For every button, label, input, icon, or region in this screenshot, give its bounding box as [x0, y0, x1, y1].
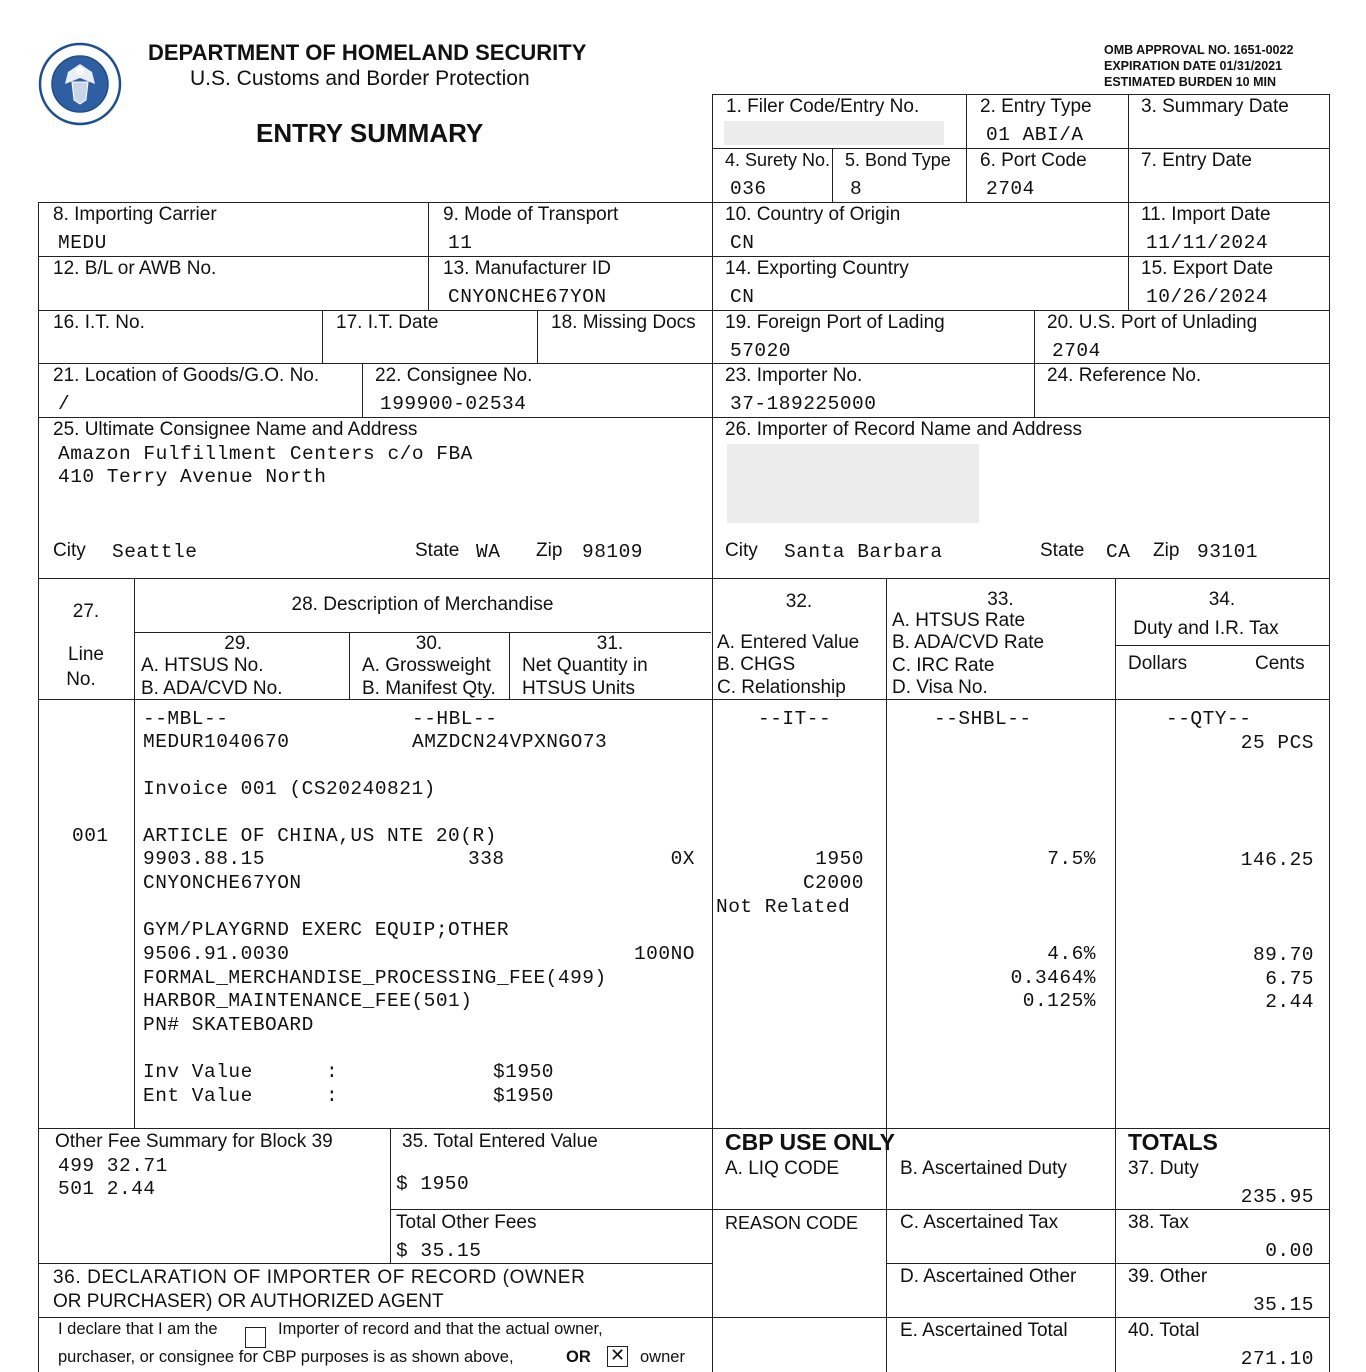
- inv-value-label: Inv Value :: [143, 1061, 339, 1083]
- col-29b: B. ADA/CVD No.: [141, 678, 283, 699]
- declaration-owner: owner: [640, 1348, 685, 1366]
- no-label: No.: [66, 669, 96, 690]
- importer-address-redacted: [727, 444, 979, 523]
- declaration-heading-1: 36. DECLARATION OF IMPORTER OF RECORD (OWNER: [53, 1267, 586, 1288]
- consignee-no-label: 22. Consignee No.: [375, 365, 533, 386]
- qty-value: 25 PCS: [1240, 732, 1314, 754]
- consignee-street: 410 Terry Avenue North: [58, 466, 327, 488]
- duty-4: 2.44: [1265, 991, 1314, 1013]
- manufacturer-id-value: CNYONCHE67YON: [448, 286, 607, 308]
- col-32a: A. Entered Value: [717, 632, 860, 653]
- fee-line-2: HARBOR_MAINTENANCE_FEE(501): [143, 990, 473, 1012]
- exporting-country-value: CN: [730, 286, 755, 308]
- omb-approval: OMB APPROVAL NO. 1651-0022: [1104, 43, 1294, 57]
- article-line: ARTICLE OF CHINA,US NTE 20(R): [143, 825, 497, 847]
- htsus-rate-2: 4.6%: [1047, 943, 1096, 965]
- reason-code-label: REASON CODE: [725, 1213, 859, 1233]
- surety-no-label: 4. Surety No.: [725, 150, 831, 170]
- mbl-label: --MBL--: [143, 708, 229, 730]
- agency-title: U.S. Customs and Border Protection: [190, 67, 530, 90]
- grand-total-value: 271.10: [1240, 1348, 1314, 1370]
- consignee-zip-label: Zip: [536, 540, 563, 561]
- cbp-use-only: CBP USE ONLY: [725, 1129, 895, 1155]
- col-33b: B. ADA/CVD Rate: [892, 632, 1045, 653]
- col-31a: Net Quantity in: [522, 655, 648, 676]
- import-date-label: 11. Import Date: [1141, 204, 1271, 225]
- grossweight-1: 338: [468, 848, 505, 870]
- importer-of-record-checkbox[interactable]: [245, 1327, 266, 1348]
- fee-rate-1: 0.3464%: [1010, 967, 1096, 989]
- consignee-name: Amazon Fulfillment Centers c/o FBA: [58, 443, 473, 465]
- other-total-label: 39. Other: [1128, 1266, 1208, 1287]
- importing-carrier-label: 8. Importing Carrier: [53, 204, 217, 225]
- entry-type-label: 2. Entry Type: [980, 96, 1092, 117]
- port-code-label: 6. Port Code: [980, 150, 1087, 171]
- country-of-origin-label: 10. Country of Origin: [725, 204, 901, 225]
- export-date-value: 10/26/2024: [1146, 286, 1269, 308]
- total-other-fees-label: Total Other Fees: [396, 1212, 537, 1233]
- consignee-zip: 98109: [582, 541, 644, 563]
- filer-code-redacted: [724, 121, 944, 145]
- mode-of-transport-value: 11: [448, 232, 473, 254]
- col-34a: Duty and I.R. Tax: [1133, 618, 1279, 639]
- col-29a: A. HTSUS No.: [141, 655, 264, 676]
- importing-carrier-value: MEDU: [58, 232, 107, 254]
- filer-code-label: 1. Filer Code/Entry No.: [726, 96, 920, 117]
- importer-state: CA: [1106, 541, 1131, 563]
- importer-city-label: City: [725, 540, 758, 561]
- entered-value: 1950: [815, 848, 864, 870]
- duty-total-label: 37. Duty: [1128, 1158, 1199, 1179]
- department-title: DEPARTMENT OF HOMELAND SECURITY: [148, 40, 587, 65]
- importer-zip-label: Zip: [1153, 540, 1180, 561]
- qty-label: --QTY--: [1166, 708, 1252, 730]
- grand-total-label: 40. Total: [1128, 1320, 1200, 1341]
- entry-type-value: 01 ABI/A: [986, 124, 1084, 146]
- col-33a: A. HTSUS Rate: [892, 610, 1026, 631]
- charges: C2000: [802, 872, 864, 894]
- invoice-line: Invoice 001 (CS20240821): [143, 778, 436, 800]
- declaration-text-2a: purchaser, or consignee for CBP purposes is as shown above,: [58, 1348, 514, 1366]
- hbl-value: AMZDCN24VPXNGO73: [412, 731, 608, 753]
- hbl-label: --HBL--: [412, 708, 498, 730]
- fee-summary-label: Other Fee Summary for Block 39: [55, 1131, 333, 1152]
- mbl-value: MEDUR1040670: [143, 731, 290, 753]
- importer-no-label: 23. Importer No.: [725, 365, 863, 386]
- liq-code-label: A. LIQ CODE: [725, 1158, 840, 1179]
- foreign-port-value: 57020: [730, 340, 792, 362]
- consignee-state: WA: [476, 541, 501, 563]
- hts-1: 9903.88.15: [143, 848, 266, 870]
- duty-2: 89.70: [1252, 944, 1314, 966]
- col-32b: B. CHGS: [717, 654, 796, 675]
- total-other-fees-value: $ 35.15: [396, 1240, 482, 1262]
- line-label: Line: [68, 644, 104, 665]
- other-total-value: 35.15: [1252, 1294, 1314, 1316]
- importer-no-value: 37-189225000: [730, 393, 877, 415]
- bl-awb-label: 12. B/L or AWB No.: [53, 258, 217, 279]
- ascertained-total-label: E. Ascertained Total: [900, 1320, 1068, 1341]
- col-31b: HTSUS Units: [522, 678, 635, 699]
- col-32c: C. Relationship: [717, 677, 846, 698]
- ascertained-other-label: D. Ascertained Other: [900, 1266, 1077, 1287]
- consignee-city: Seattle: [112, 541, 198, 563]
- owner-checkbox[interactable]: ✕: [607, 1346, 628, 1367]
- total-entered-value-label: 35. Total Entered Value: [402, 1131, 598, 1152]
- us-port-value: 2704: [1052, 340, 1101, 362]
- fee-summary-line-2: 501 2.44: [58, 1178, 156, 1200]
- declaration-text-1b: Importer of record and that the actual owner,: [278, 1320, 603, 1338]
- consignee-no-value: 199900-02534: [380, 393, 527, 415]
- part-number: PN# SKATEBOARD: [143, 1014, 314, 1036]
- importer-zip: 93101: [1197, 541, 1259, 563]
- totals-heading: TOTALS: [1128, 1129, 1218, 1155]
- mode-of-transport-label: 9. Mode of Transport: [443, 204, 619, 225]
- consignee-city-label: City: [53, 540, 86, 561]
- col-27-header: 27.: [72, 601, 100, 622]
- col-31-header: 31.: [596, 633, 624, 654]
- col-33c: C. IRC Rate: [892, 655, 995, 676]
- manufacturer-id-label: 13. Manufacturer ID: [443, 258, 611, 279]
- shbl-label: --SHBL--: [934, 708, 1032, 730]
- desc-2: GYM/PLAYGRND EXERC EQUIP;OTHER: [143, 919, 510, 941]
- location-goods-value: /: [58, 393, 71, 415]
- export-date-label: 15. Export Date: [1141, 258, 1274, 279]
- importer-state-label: State: [1040, 540, 1085, 561]
- ent-value-label: Ent Value :: [143, 1085, 339, 1107]
- location-goods-label: 21. Location of Goods/G.O. No.: [53, 365, 320, 386]
- reference-no-label: 24. Reference No.: [1047, 365, 1202, 386]
- total-entered-value: $ 1950: [396, 1173, 470, 1195]
- col-34-header: 34.: [1208, 589, 1236, 610]
- tax-total-value: 0.00: [1265, 1240, 1314, 1262]
- duty-3: 6.75: [1265, 968, 1314, 990]
- col-33-header: 33.: [987, 589, 1014, 610]
- htsus-rate-1: 7.5%: [1047, 848, 1096, 870]
- line-number: 001: [72, 825, 109, 847]
- inv-value: $1950: [493, 1061, 555, 1083]
- hts-2: 9506.91.0030: [143, 943, 290, 965]
- net-qty-1: 0X: [670, 848, 695, 870]
- us-port-label: 20. U.S. Port of Unlading: [1047, 312, 1258, 333]
- exporting-country-label: 14. Exporting Country: [725, 258, 909, 279]
- col-34-cents: Cents: [1255, 653, 1305, 674]
- importer-of-record-label: 26. Importer of Record Name and Address: [725, 419, 1082, 440]
- summary-date-label: 3. Summary Date: [1141, 96, 1289, 117]
- col-28-header: 28. Description of Merchandise: [291, 594, 554, 615]
- omb-burden: ESTIMATED BURDEN 10 MIN: [1104, 75, 1277, 89]
- relationship: Not Related: [716, 896, 851, 918]
- ascertained-tax-label: C. Ascertained Tax: [900, 1212, 1059, 1233]
- declaration-text-1a: I declare that I am the: [58, 1320, 218, 1338]
- page-title: ENTRY SUMMARY: [256, 118, 484, 148]
- port-code-value: 2704: [986, 178, 1035, 200]
- col-30-header: 30.: [415, 633, 443, 654]
- col-30b: B. Manifest Qty.: [362, 678, 496, 699]
- entry-date-label: 7. Entry Date: [1141, 150, 1252, 171]
- ascertained-duty-label: B. Ascertained Duty: [900, 1158, 1067, 1179]
- fee-rate-2: 0.125%: [1022, 990, 1096, 1012]
- surety-no-value: 036: [730, 178, 767, 200]
- col-32-header: 32.: [785, 591, 813, 612]
- import-date-value: 11/11/2024: [1146, 232, 1269, 254]
- manufacturer-line: CNYONCHE67YON: [143, 872, 302, 894]
- missing-docs-label: 18. Missing Docs: [551, 312, 696, 333]
- importer-city: Santa Barbara: [784, 541, 943, 563]
- consignee-state-label: State: [415, 540, 460, 561]
- col-29-header: 29.: [224, 633, 251, 654]
- country-of-origin-value: CN: [730, 232, 755, 254]
- fee-summary-line-1: 499 32.71: [58, 1155, 168, 1177]
- it-date-label: 17. I.T. Date: [336, 312, 439, 333]
- bond-type-label: 5. Bond Type: [845, 150, 951, 170]
- foreign-port-label: 19. Foreign Port of Lading: [725, 312, 945, 333]
- ultimate-consignee-label: 25. Ultimate Consignee Name and Address: [53, 419, 418, 440]
- bond-type-value: 8: [850, 178, 863, 200]
- declaration-or: OR: [566, 1348, 591, 1366]
- seal-text: [38, 134, 122, 135]
- it-no-label: 16. I.T. No.: [53, 312, 145, 333]
- col-34-dollars: Dollars: [1128, 653, 1188, 674]
- duty-1: 146.25: [1240, 849, 1314, 871]
- omb-expiration: EXPIRATION DATE 01/31/2021: [1104, 59, 1283, 73]
- tax-total-label: 38. Tax: [1128, 1212, 1189, 1233]
- duty-total-value: 235.95: [1240, 1186, 1314, 1208]
- it-label: --IT--: [758, 708, 832, 730]
- ent-value: $1950: [493, 1085, 555, 1107]
- dhs-seal: [38, 42, 122, 126]
- col-30a: A. Grossweight: [362, 655, 491, 676]
- net-qty-2: 100NO: [633, 943, 695, 965]
- col-33d: D. Visa No.: [892, 677, 988, 698]
- declaration-heading-2: OR PURCHASER) OR AUTHORIZED AGENT: [53, 1291, 444, 1312]
- fee-line-1: FORMAL_MERCHANDISE_PROCESSING_FEE(499): [143, 967, 607, 989]
